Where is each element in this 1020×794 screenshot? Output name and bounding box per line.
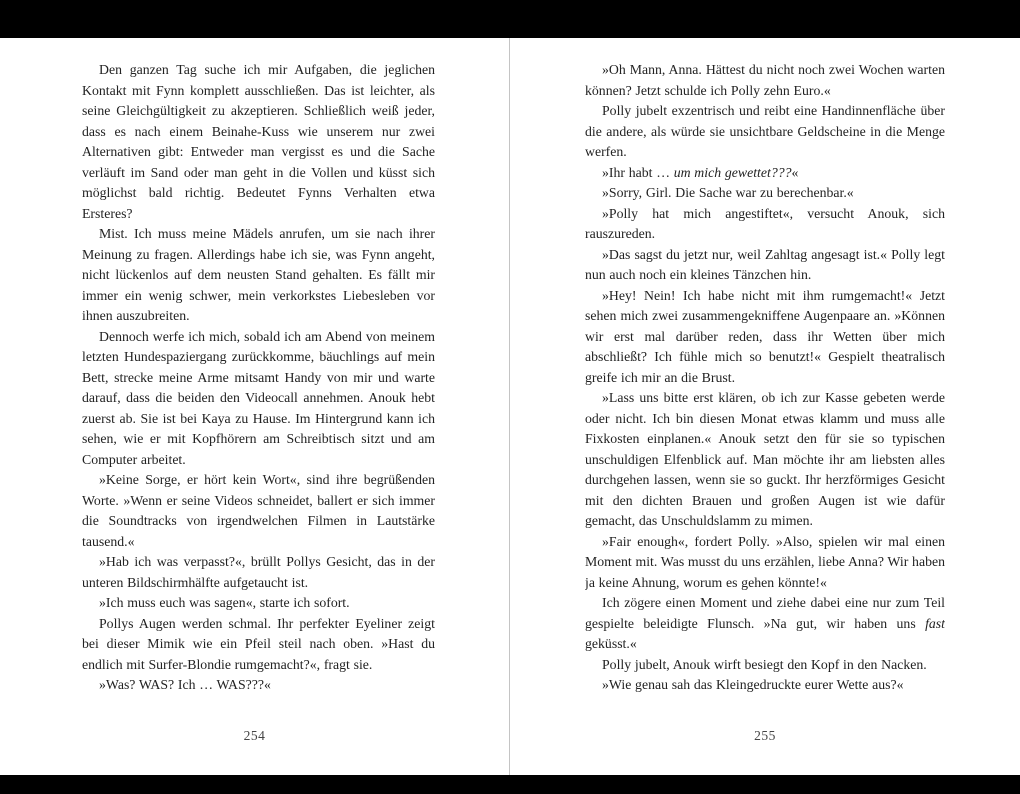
paragraph: Ich zögere einen Moment und ziehe dabei eine nur zum Teil gespielte beleidigte Flunsch. »Na gut, wir haben uns fast geküsst.« bbox=[585, 595, 945, 651]
page-left-text bbox=[82, 60, 435, 726]
paragraph: Dennoch werfe ich mich, sobald ich am Abend von meinem letzten Hundespaziergang zurückkomme, bäuchlings auf mein Bett, strecke meine Arme mitsamt Handy von mir und warte darauf, dass die beiden den Videocall annehmen. Anouk hebt zuerst ab. Sie ist bei Kaya zu Hause. Im Hintergrund kann ich sehen, wie er mit Kopfhörern am Schreibtisch sitzt und am Computer arbeitet. bbox=[82, 328, 435, 467]
paragraph: »Hab ich was verpasst?«, brüllt Pollys Gesicht, das in der unteren Bildschirmhälfte aufgetaucht ist. bbox=[82, 554, 435, 590]
page-right-text bbox=[585, 60, 945, 726]
paragraph: »Oh Mann, Anna. Hättest du nicht noch zwei Wochen warten können? Jetzt schulde ich Polly zehn Euro.« bbox=[585, 62, 945, 98]
paragraph: »Wie genau sah das Kleingedruckte eurer Wette aus?« bbox=[602, 677, 904, 692]
paragraph: »Das sagst du jetzt nur, weil Zahltag angesagt ist.« Polly legt nun auch noch ein kleines Tänzchen hin. bbox=[585, 246, 945, 282]
paragraph: Polly jubelt exzentrisch und reibt eine Handinnenfläche über die andere, als würde sie unsichtbare Geldscheine in die Menge werfen. bbox=[585, 103, 945, 159]
paragraph: Den ganzen Tag suche ich mir Aufgaben, die jeglichen Kontakt mit Fynn komplett ausschließen. Das ist leichter, als seine Gleichgültigkeit zu akzeptieren. Schließlich weiß jeder, dass es nach einem Beinahe-Kuss wie unserem nur zwei Alternativen gibt: Entweder man vergisst es und die Sache verläuft im Sand oder man geht in die Vollen und küsst sich möglichst bald richtig. Bedeutet Fynns Verhalten etwa Ersteres? bbox=[82, 62, 435, 221]
page-number-left: 254 bbox=[243, 728, 266, 743]
paragraph: »Ich muss euch was sagen«, starte ich sofort. bbox=[99, 595, 350, 610]
paragraph: Polly jubelt, Anouk wirft besiegt den Kopf in den Nacken. bbox=[602, 656, 927, 672]
paragraph: »Ihr habt … um mich gewettet???« bbox=[602, 164, 799, 180]
top-letterbox-bar bbox=[0, 0, 1020, 38]
page-number-right: 255 bbox=[754, 728, 776, 743]
bottom-letterbox-bar bbox=[0, 775, 1020, 794]
paragraph: »Fair enough«, fordert Polly. »Also, spielen wir mal einen Moment mit. Was musst du uns erzählen, liebe Anna? Wir haben ja keine Ahnung, worum es gehen könnte!« bbox=[585, 533, 945, 590]
paragraph: »Polly hat mich angestiftet«, versucht Anouk, sich rauszureden. bbox=[585, 205, 945, 241]
paragraph: Pollys Augen werden schmal. Ihr perfekter Eyeliner zeigt bei dieser Mimik wie ein Pfeil steil nach oben. »Hast du endlich mit Surfer-Blondie rumgemacht?«, fragt sie. bbox=[82, 615, 435, 672]
page-container bbox=[0, 38, 1020, 775]
paragraph: Mist. Ich muss meine Mädels anrufen, um sie nach ihrer Meinung zu fragen. Allerdings habe ich sie, was Fynn angeht, nicht lückenlos auf dem neusten Stand gehalten. Es fällt mir immer ein wenig schwer, mein verkorkstes Liebesleben vor ihnen auszubreiten. bbox=[82, 226, 435, 323]
paragraph: »Keine Sorge, er hört kein Wort«, sind ihre begrüßenden Worte. »Wenn er seine Videos schneidet, ballert er sich immer die Soundtracks von irgendwelchen Filmen in Lautstärke tausend.« bbox=[82, 472, 435, 549]
paragraph: »Hey! Nein! Ich habe nicht mit ihm rumgemacht!« Jetzt sehen mich zwei zusammengekniffene Augenpaare an. »Können wir erst mal darüber reden, dass ihr Wetten über mich abschließt? Ich fühle mich so benutzt!« Gespielt theatralisch greife ich mir an die Brust. bbox=[585, 287, 945, 385]
paragraph: »Was? WAS? Ich … WAS???« bbox=[99, 677, 271, 692]
paragraph: »Sorry, Girl. Die Sache war zu berechenbar.« bbox=[602, 185, 854, 200]
paragraph: »Lass uns bitte erst klären, ob ich zur Kasse gebeten werde oder nicht. Ich bin diesen Monat etwas klamm und muss alle Fixkosten einplanen.« Anouk setzt den für sie so typischen unschuldigen Elfenblick auf. Man möchte ihr am liebsten alles durchgehen lassen, wenn sie so guckt. Ihr herzförmiges Gesicht mit den dichten Brauen und großen Augen ist wie dafür gemacht, das Unschuldslamm zu mimen. bbox=[585, 390, 945, 528]
page-left bbox=[0, 38, 510, 775]
page-right bbox=[510, 38, 1020, 775]
